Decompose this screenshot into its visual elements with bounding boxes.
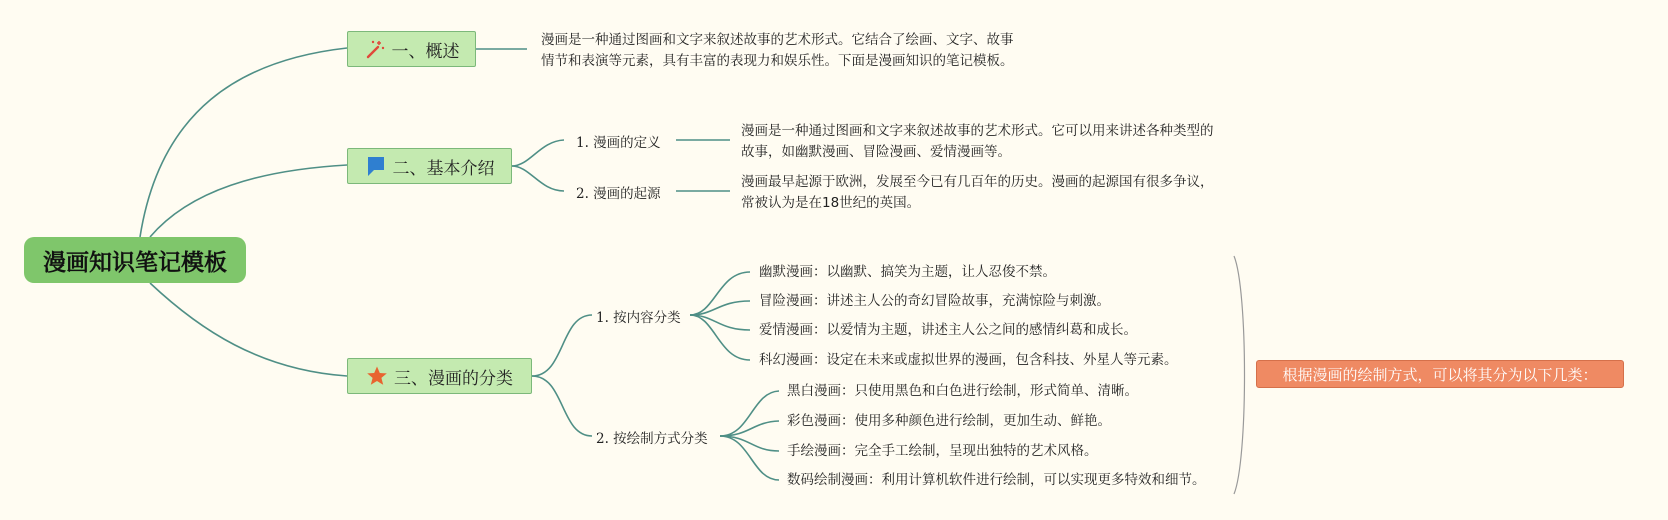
subtopic-definition[interactable] [576,131,661,151]
connector-intro-def [512,140,564,166]
summary-callout[interactable] [1256,360,1624,388]
subtopic-by-drawing-method[interactable] [596,427,708,447]
list-item[interactable] [787,441,1098,462]
connector-classify-content [532,315,592,376]
connector-classify-style [532,376,592,436]
definition-text-line: 漫画是一种通过图画和文字来叙述故事的艺术形式。它可以用来讲述各种类型的 [741,123,1214,139]
style-type-black-white: 黑白漫画：只使用黑色和白色进行绘制，形式简单、清晰。 [787,383,1138,399]
style-type-hand-drawn: 手绘漫画：完全手工绘制，呈现出独特的艺术风格。 [787,443,1098,459]
list-item[interactable] [759,291,1110,312]
branch-classification[interactable] [347,358,532,394]
branch-classification-label: 三、漫画的分类 [394,368,513,389]
summary-callout-label: 根据漫画的绘制方式，可以将其分为以下几类： [1282,365,1598,384]
branch-intro-label: 二、基本介绍 [392,158,495,179]
branch-overview[interactable] [347,31,476,67]
list-item[interactable] [787,411,1111,432]
connector-root-classify [150,283,347,376]
subtopic-origin-label: 2. 漫画的起源 [576,186,661,202]
content-type-humor: 幽默漫画：以幽默、搞笑为主题，让人忍俊不禁。 [759,264,1056,280]
connector-root-intro [150,165,347,237]
origin-text [741,172,1214,214]
origin-text-line: 常被认为是在18世纪的英国。 [741,195,921,211]
magic-wand-icon [364,38,386,60]
list-item[interactable] [759,262,1056,283]
content-type-scifi: 科幻漫画：设定在未来或虚拟世界的漫画，包含科技、外星人等元素。 [759,352,1178,368]
style-type-digital: 数码绘制漫画：利用计算机软件进行绘制，可以实现更多特效和细节。 [787,472,1206,488]
list-item[interactable] [759,350,1178,371]
list-item[interactable] [759,320,1137,341]
connector-intro-origin [512,166,564,191]
overview-text-line: 漫画是一种通过图画和文字来叙述故事的艺术形式。它结合了绘画、文字、故事 [541,32,1014,48]
subtopic-definition-label: 1. 漫画的定义 [576,135,661,151]
list-item[interactable] [787,381,1138,402]
connector-content-item-4 [690,315,750,360]
subtopic-by-drawing-method-label: 2. 按绘制方式分类 [596,431,708,447]
connector-content-item-1 [690,272,750,315]
callout-bracket [1234,256,1245,494]
branch-overview-label: 一、概述 [391,41,460,62]
definition-text-line: 故事，如幽默漫画、冒险漫画、爱情漫画等。 [741,144,1011,160]
style-type-color: 彩色漫画：使用多种颜色进行绘制，更加生动、鲜艳。 [787,413,1111,429]
content-type-romance: 爱情漫画：以爱情为主题，讲述主人公之间的感情纠葛和成长。 [759,322,1137,338]
overview-text [541,30,1014,72]
origin-text-line: 漫画最早起源于欧洲，发展至今已有几百年的历史。漫画的起源国有很多争议， [741,174,1214,190]
subtopic-by-content[interactable] [596,306,681,326]
list-item[interactable] [787,470,1206,491]
subtopic-by-content-label: 1. 按内容分类 [596,310,681,326]
content-type-adventure: 冒险漫画：讲述主人公的奇幻冒险故事，充满惊险与刺激。 [759,293,1110,309]
subtopic-origin[interactable] [576,182,661,202]
connector-root-overview [140,48,347,237]
root-topic[interactable] [24,237,246,283]
flag-icon [365,155,387,177]
definition-text [741,121,1214,163]
star-icon [366,365,388,387]
root-topic-label: 漫画知识笔记模板 [43,249,227,276]
overview-text-line: 情节和表演等元素，具有丰富的表现力和娱乐性。下面是漫画知识的笔记模板。 [541,53,1014,69]
branch-intro[interactable] [347,148,512,184]
